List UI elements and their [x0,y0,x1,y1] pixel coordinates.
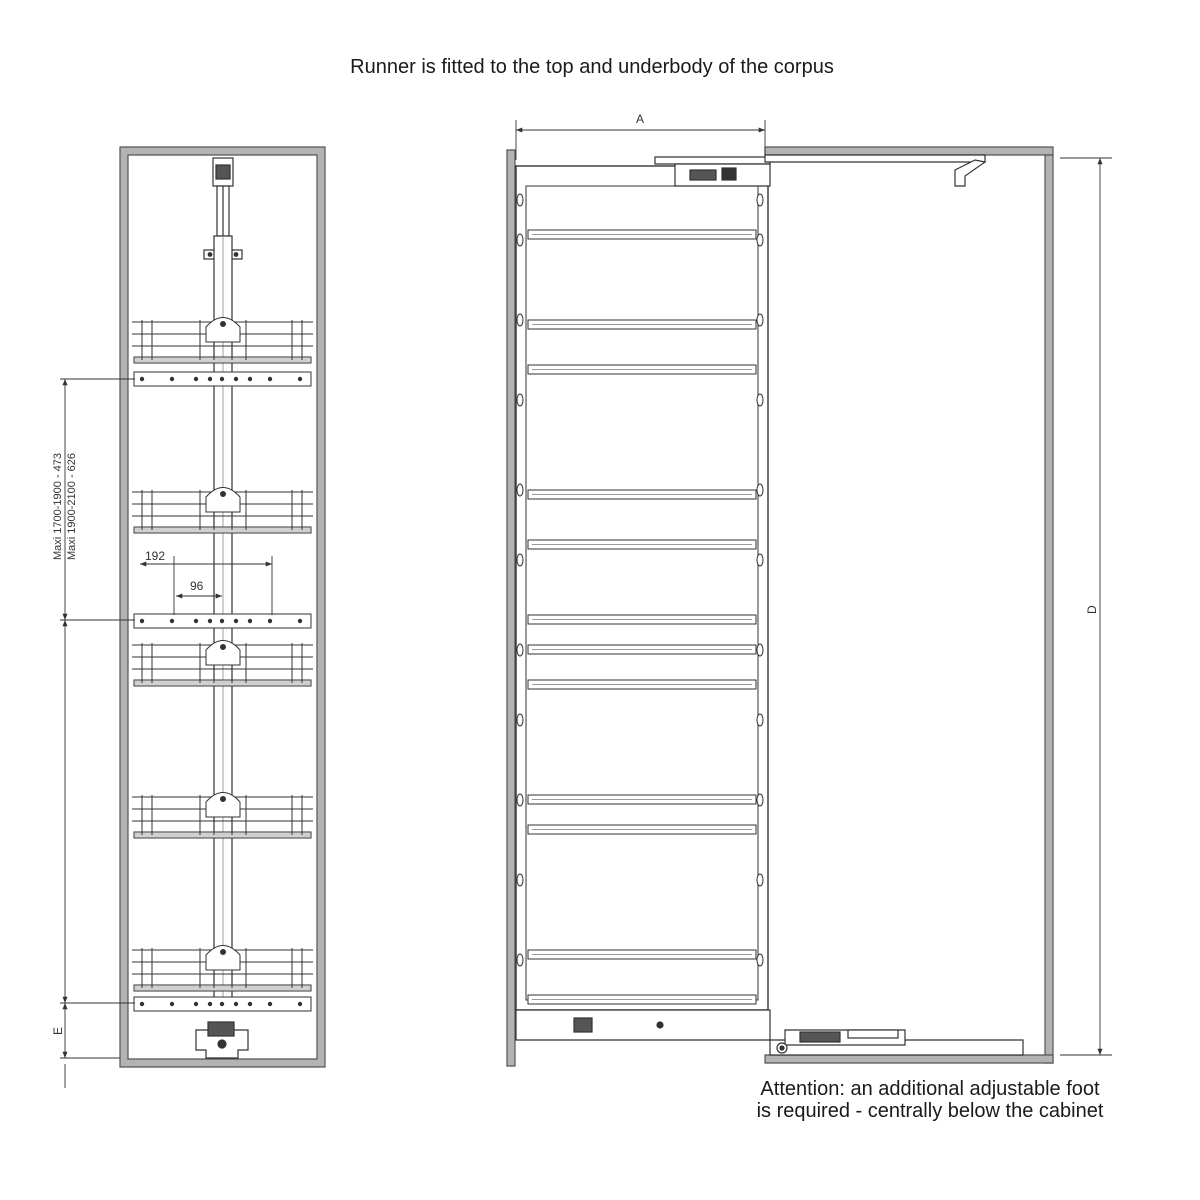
side-shelf [528,490,756,499]
side-clip [517,644,523,656]
side-clip [757,194,763,206]
dim-e-label: E [51,1026,65,1035]
front-view [120,147,325,1067]
side-cabinet-top [765,147,1053,155]
side-clip [757,874,763,886]
side-shelf [528,230,756,239]
side-view [507,147,1053,1066]
side-shelf [528,615,756,624]
side-clip [757,554,763,566]
side-clip [517,554,523,566]
side-clip [757,714,763,726]
side-clip [517,314,523,326]
side-clip [517,794,523,806]
side-dimensions [516,120,1112,1055]
side-clip [757,394,763,406]
front-mount-plate [134,614,311,628]
side-clip [757,484,763,496]
side-clip [517,394,523,406]
top-hook [955,160,985,186]
side-clip [757,234,763,246]
side-shelf [528,825,756,834]
side-clip [757,314,763,326]
front-dimensions [60,379,272,1088]
side-cabinet-bottom [765,1055,1053,1063]
side-clip [757,794,763,806]
side-clip [757,644,763,656]
side-shelf [528,995,756,1004]
top-runner [655,157,770,164]
side-clip [517,234,523,246]
side-clip [757,954,763,966]
dim-a-label: A [636,112,645,126]
side-door-panel [507,150,515,1066]
side-shelf [528,365,756,374]
side-shelf [528,795,756,804]
dim-maxi-1-label: Maxi 1700-1900 - 473 [52,452,64,560]
bottom-caption-line-1: Attention: an additional adjustable foot [760,1078,1100,1100]
side-shelf [528,950,756,959]
side-clip [517,484,523,496]
side-clip [517,714,523,726]
side-clip [517,954,523,966]
side-frame-outer [516,166,768,1010]
side-shelf [528,645,756,654]
side-cabinet-back [1045,155,1053,1063]
side-shelf [528,680,756,689]
side-clip [517,874,523,886]
top-rail [765,155,985,162]
dim-96-label: 96 [190,579,204,593]
side-shelf [528,540,756,549]
side-shelf [528,320,756,329]
front-mount-plate [134,372,311,386]
dim-maxi-2-label: Maxi 1900-2100 - 626 [66,452,78,560]
side-clip [517,194,523,206]
bottom-runner [516,1010,770,1040]
side-shelves [517,194,763,1004]
front-mount-plate [134,997,311,1011]
dim-192-label: 192 [145,549,166,563]
top-caption: Runner is fitted to the top and underbody of the corpus [350,56,834,78]
dim-d-label: D [1085,605,1099,614]
bottom-caption-line-2: is required - centrally below the cabinet [756,1100,1104,1122]
